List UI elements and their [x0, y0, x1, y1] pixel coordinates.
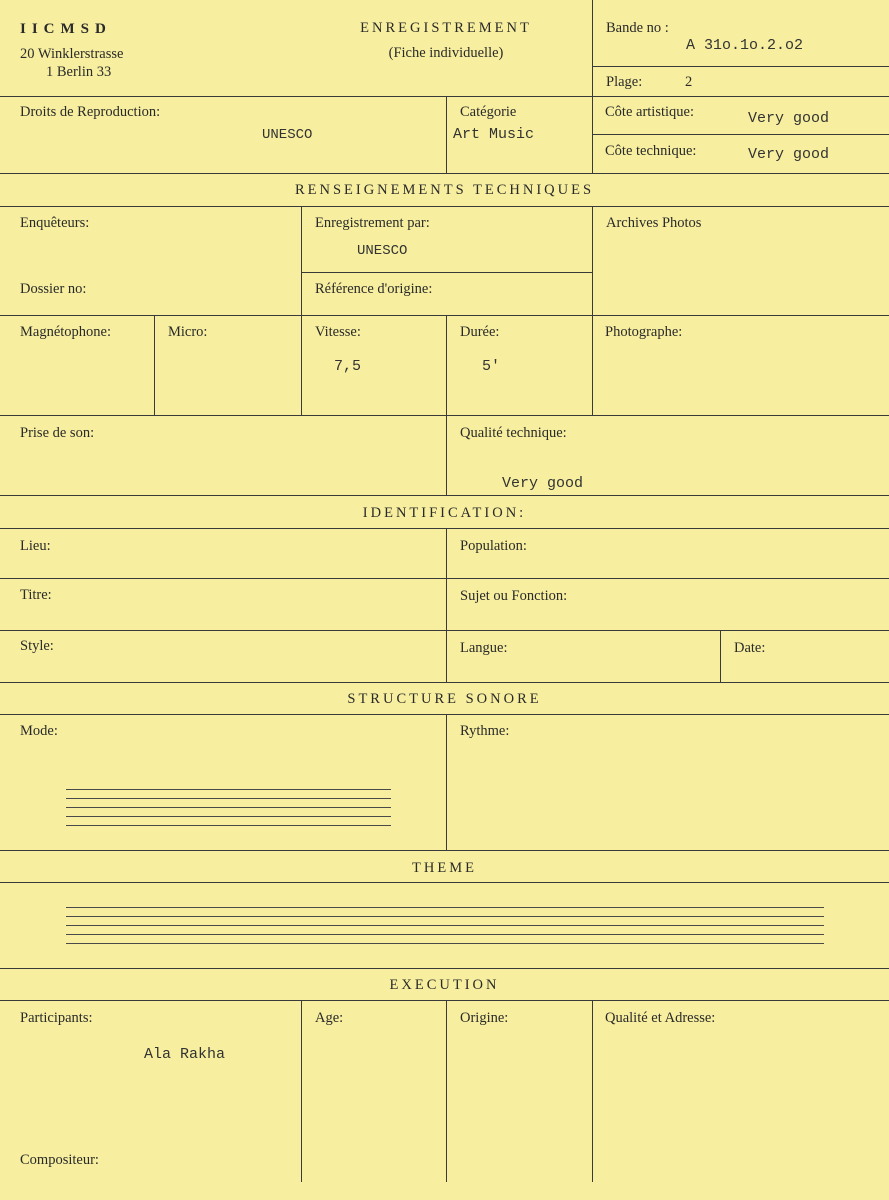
archives-photos-label: Archives Photos [606, 215, 702, 231]
droits-value: UNESCO [262, 127, 313, 143]
address-line-1: 20 Winklerstrasse [20, 46, 124, 62]
mode-label: Mode: [20, 723, 58, 739]
compositeur-label: Compositeur: [20, 1152, 99, 1168]
section-theme: THEME [412, 860, 477, 876]
photographe-label: Photographe: [605, 324, 683, 340]
vitesse-label: Vitesse: [315, 324, 361, 340]
enregistrement-par-label: Enregistrement par: [315, 215, 430, 231]
dossier-label: Dossier no: [20, 281, 87, 297]
cote-technique-label: Côte technique: [605, 143, 697, 159]
bande-label: Bande no : [606, 20, 669, 36]
population-label: Population: [460, 538, 527, 554]
rythme-label: Rythme: [460, 723, 510, 739]
plage-label: Plage: [606, 74, 643, 90]
section-execution: EXECUTION [389, 977, 500, 993]
address-line-2: 1 Berlin 33 [46, 64, 112, 80]
duree-label: Durée: [460, 324, 500, 340]
duree-value: 5' [482, 358, 501, 375]
origine-label: Origine: [460, 1010, 509, 1026]
age-label: Age: [315, 1010, 344, 1026]
prise-de-son-label: Prise de son: [20, 425, 95, 441]
cote-technique-value: Very good [748, 146, 830, 163]
vitesse-value: 7,5 [334, 358, 362, 375]
langue-label: Langue: [460, 640, 508, 656]
enregistrement-par-value: UNESCO [357, 243, 408, 259]
participants-value: Ala Rakha [144, 1046, 226, 1063]
categorie-label: Catégorie [460, 104, 517, 120]
section-structure-sonore: STRUCTURE SONORE [347, 691, 542, 707]
cote-artistique-value: Very good [748, 110, 830, 127]
enqueteurs-label: Enquêteurs: [20, 215, 90, 231]
cote-artistique-label: Côte artistique: [605, 104, 694, 120]
qualite-technique-label: Qualité technique: [460, 425, 567, 441]
section-identification: IDENTIFICATION: [362, 505, 527, 521]
section-renseignements: RENSEIGNEMENTS TECHNIQUES [294, 182, 595, 198]
participants-label: Participants: [20, 1010, 93, 1026]
magnetophone-label: Magnétophone: [20, 324, 112, 340]
qualite-adresse-label: Qualité et Adresse: [605, 1010, 716, 1026]
droits-label: Droits de Reproduction: [20, 104, 161, 120]
sujet-label: Sujet ou Fonction: [460, 588, 568, 604]
org-logo: IICMSD [20, 21, 112, 37]
form-subtitle: (Fiche individuelle) [388, 45, 504, 61]
plage-value: 2 [685, 74, 693, 90]
reference-label: Référence d'origine: [315, 281, 433, 297]
bande-value: A 31o.1o.2.o2 [686, 37, 804, 54]
titre-label: Titre: [20, 587, 52, 603]
micro-label: Micro: [168, 324, 208, 340]
form-title: ENREGISTREMENT [360, 20, 532, 36]
categorie-value: Art Music [453, 126, 535, 143]
style-label: Style: [20, 638, 54, 654]
qualite-technique-value: Very good [502, 475, 584, 492]
lieu-label: Lieu: [20, 538, 51, 554]
date-label: Date: [734, 640, 766, 656]
